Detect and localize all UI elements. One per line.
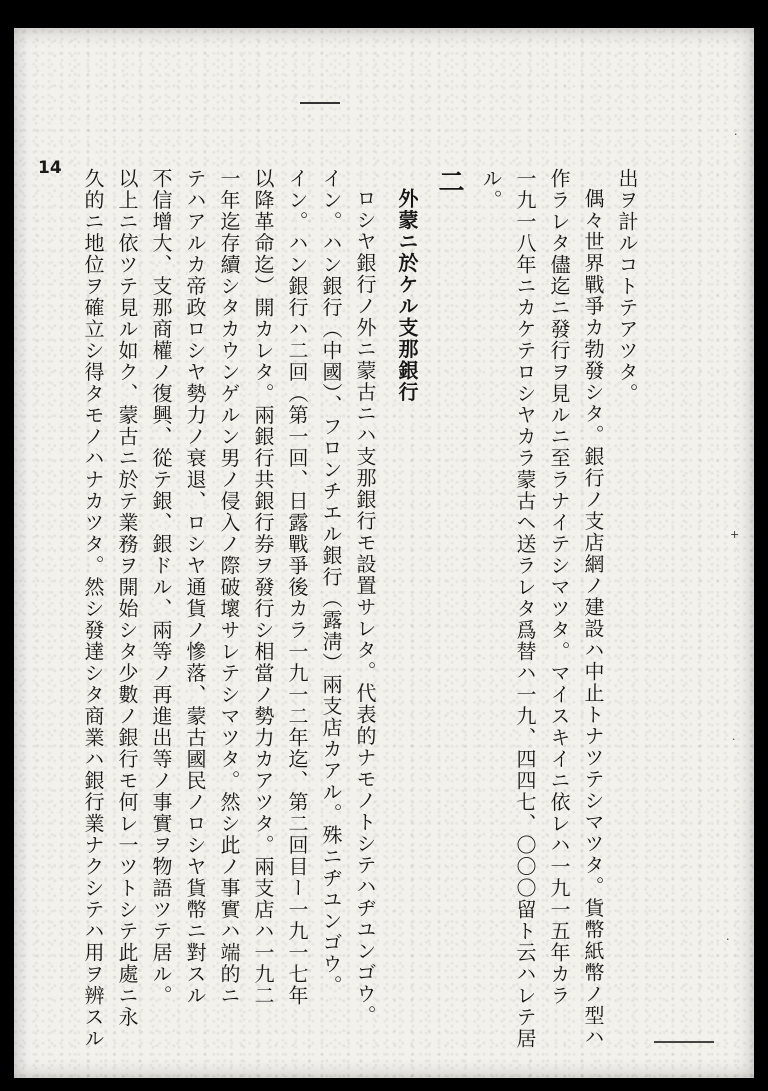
text-line: 久的ニ地位ヲ確立シ得タモノハナカツタ。然シ發達シタ商業ハ銀行業ナクシテハ用ヲ辨スル xyxy=(81,168,105,1050)
page-number: 14 xyxy=(38,158,62,178)
section-number: 二 xyxy=(434,168,464,196)
scan-speck: · xyxy=(734,128,738,141)
text-line: 作ラレタ儘迄ニ發行ヲ見ルニ至ラナイテシマツタ。マイスキイニ依レハ一九一五年カラ xyxy=(547,168,571,1007)
text-line: 一九一八年ニカケテロシヤカラ蒙古ヘ送ラレタ爲替ハ一九、四四七、〇〇〇留ト云ハレテ居 xyxy=(513,168,537,1050)
text-line: 一年迄存續シタカウンゲルン男ノ侵入ノ際破壞サレテシマツタ。然シ此ノ事實ハ端的ニ xyxy=(217,168,241,1007)
text-line: 以上ニ依ツテ見ル如ク、蒙古ニ於テ業務ヲ開始シタ少數ノ銀行モ何レ一ツトシテ此處ニ永 xyxy=(115,168,139,1028)
scan-speck: · xyxy=(732,733,736,746)
text-line: ロシヤ銀行ノ外ニ蒙古ニハ支那銀行モ設置サレタ。代表的ナモノトシテハヂユンゴウ。 xyxy=(353,188,377,1027)
footer-rule xyxy=(654,1041,714,1043)
section-title: 外蒙ニ於ケル支那銀行 xyxy=(395,188,419,403)
vertical-text-body xyxy=(76,168,644,1050)
header-rule xyxy=(300,102,340,104)
text-line: 以降革命迄）開カレタ。兩銀行共銀行券ヲ發行シ相當ノ勢力カアツタ。兩支店ハ一九二 xyxy=(251,168,275,1007)
text-line: 出ヲ計ルコトテアツタ。 xyxy=(615,168,639,405)
text-line: ル。 xyxy=(479,168,503,211)
text-line: テハアルカ帝政ロシヤ勢力ノ衰退、ロシヤ通貨ノ慘落、蒙古國民ノロシヤ貨幣ニ對スル xyxy=(183,168,207,1007)
text-line: イン。ハン銀行（中國）、フロンチエル銀行（露淸）兩支店カアル。殊ニヂユンゴウ。 xyxy=(319,168,343,997)
document-page xyxy=(14,28,754,1078)
text-line: イン。ハン銀行ハ二回（第一回、日露戰爭後カラ一九一二年迄、第二回目ー一九一七年 xyxy=(285,168,309,1007)
text-line: 不信增大、支那商權ノ復興、從テ銀、銀ドル、兩等ノ再進出等ノ事實ヲ物語ツテ居ル。 xyxy=(149,168,173,1007)
scan-speck: · xyxy=(726,933,730,946)
text-line: 偶々世界戰爭カ勃發シタ。銀行ノ支店網ノ建設ハ中止トナツテシマツタ。貨幣紙幣ノ型ハ xyxy=(581,188,605,1048)
scan-speck: + xyxy=(730,528,740,541)
